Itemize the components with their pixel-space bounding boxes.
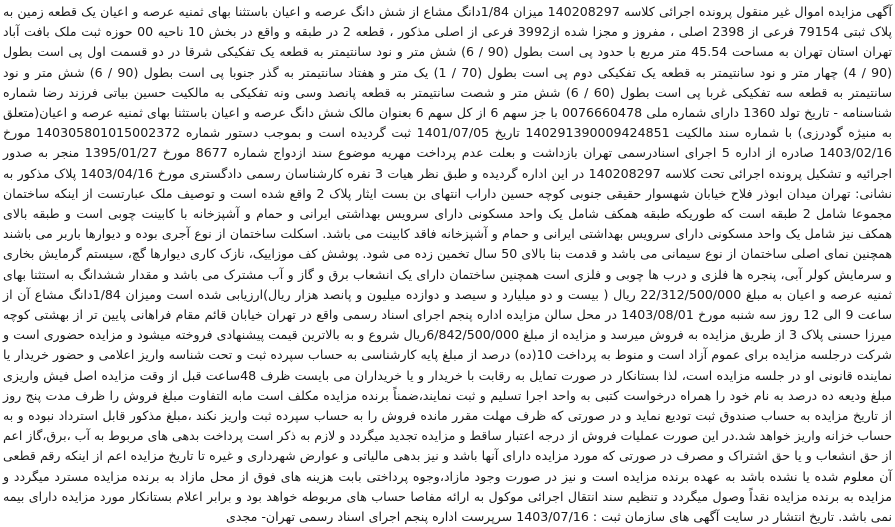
notice-body-text: آگهی مزایده اموال غیر منقول پرونده اجرائی کلاسه 140208297 میزان 1/84دانگ مشاع از شش دانگ عرصه و اعیان باستثنا بهای ثمنیه عرصه و اعیان یک قطعه زمین به پلاک ثبتی 79154 فرعی از 2398 اصلی ، مفروز و مجزا شده از3992 فرعی از اصلی مذکور ، قطعه 2 در طبقه و واقع در بخش 10 ناحیه 00 حوزه ثبت ملک بافت آباد تهران استان تهران به مساحت 45.54 متر مربع با حدود پی است بطول (90 / 6) شش متر و نود سانتیمتر به قطعه یک تفکیکی شرقا در دو قسمت اول پی است بطول (90 / 4) چهار متر و نود سانتیمتر به قطعه یک تفکیکی دوم پی است بطول (70 / 1) یک متر و هفتاد سانتیمتر به گذر جنوبا پی است بطول (90 / 6) شش متر و نود سانتیمتر به قطعه سه تفکیکی غربا پی است بطول (60 / 6) شش متر و شصت سانتیمتر به قطعه پانصد وسی ونه تفکیکی به مالکیت حسین بیاتی فرزند رضا شماره شناسنامه - تاریخ تولد 1360 دارای شماره ملی 0076660478 با جز سهم 6 از کل سهم 6 بعنوان مالک شش دانگ عرصه و اعیان باستثنا بهای ثمنیه عرصه و اعیان(متعلق به منیژه گودرزی) با شماره سند مالکیت 140291390009424851 تاریخ 1401/07/05 ثبت گردیده است و بموجب دستور شماره 140305801015002372 مورخ 1403/02/16 صادره از اداره 5 اجرای اسنادرسمی تهران بازداشت و بعلت عدم پرداخت مهریه موضوع سند ازدواج شماره 8677 مورخ 1395/01/27 منجر به صدور اجرائیه و تشکیل پرونده اجرائی تحت کلاسه 140208297 در این اداره گردیده و طبق نظر هیات 3 نفره کارشناسان رسمی دادگستری مورخ 1403/04/16 پلاک مذکور به نشانی: تهران میدان ابوذر فلاح خیابان شهسوار حقیقی جنوبی کوچه حسین داراب انتهای بن بست ایثار پلاک 2 واقع شده است و توصیف ملک عبارتست از اینکه ساختمان مجموعا شامل 2 طبقه است که طوریکه طبقه همکف شامل یک واحد مسکونی دارای سرویس بهداشتی ایرانی و حمام و آشپزخانه با کابینت چوبی است و طبقه بالای همکف نیز شامل یک واحد مسکونی دارای سرویس بهداشتی ایرانی و حمام و آشپزخانه فاقد کابینت می باشد. اسکلت ساختمان از نوع آجری بوده و دیوارها باربر می باشند همچنین نمای اصلی ساختمان از نوع سیمانی می باشد و قدمت بنا بالای 50 سال تخمین زده می شود. پوشش کف موزاییک، نازک کاری دیوارها گچ، سیستم گرمایش بخاری و سرمایش کولر آبی، پنجره ها فلزی و درب ها چوبی و فلزی است همچنین ساختمان دارای یک انشعاب برق و گاز و آب مشترک می باشد و مقدار ششدانگ به استثنا بهای ثمنیه عرصه و اعیان به مبلغ 22/312/500/000 ریال ( بیست و دو میلیارد و سیصد و دوازده میلیون و پانصد هزار ریال)ارزیابی شده است ومیزان 1/84دانگ مشاع آن از ساعت 9 الی 12 روز سه شنبه مورخ 1403/08/01 در محل سالن مزایده اداره پنجم اجرای اسناد رسمی واقع در تهران خیابان قائم مقام فراهانی پایین تر از بهشتی کوچه میرزا حسنی پلاک 3 از طریق مزایده به فروش میرسد و مزایده از مبلغ 6/842/500/000ریال شروع و به بالاترین قیمت پیشنهادی فروخته میشود و مزایده حضوری است و شرکت درجلسه مزایده برای عموم آزاد است و منوط به پرداخت 10(ده) درصد از مبلغ پایه کارشناسی به حساب سپرده ثبت و تحت شناسه واریز اعلامی و حضور خریدار یا نماینده قانونی او در جلسه مزایده است، لذا بستانکار در صورت تمایل به رقابت با خریدار و یا خریداران می بایست ظرف 48ساعت قبل از وقت مزایده اصل فیش واریزی مبلغ ودیعه ده درصد به نام خود را همراه درخواست کتبی به واحد اجرا تسلیم و ثبت نمایند،ضمناً برنده مزایده مکلف است مابه التفاوت مبلغ فروش را ظرف مدت پنج روز از تاریخ مزایده به حساب صندوق ثبت تودیع نماید و در صورتی که ظرف مهلت مقرر مانده فروش را به حساب سپرده ثبت واریز نکند ،مبلغ مذکور قابل استرداد نبوده و به حساب خزانه واریز خواهد شد.در این صورت عملیات فروش از درجه اعتبار ساقط و مزایده تجدید میگردد و لازم به ذکر است پرداخت بدهی های مربوط به آب ،برق،گاز اعم از حق انشعاب و یا حق اشتراک و مصرف در صورتی که مورد مزایده دارای آنها باشد و نیز بدهی مالیاتی و عوارض شهرداری و غیره تا تاریخ مزایده اعم از اینکه رقم قطعی آن معلوم شده یا نشده باشد به عهده برنده مزایده است و نیز در صورت وجود مازاد،وجوه پرداختی بابت هزینه های فوق از محل مازاد به برنده مزایده مسترد میگردد و مزایده به برنده مزایده نقداً وصول میگردد و تنظیم سند انتقال اجرائی موکول به ارائه مفاصا حساب های مربوطه خواهد بود و برابر اعلام بستانکار مورد مزایده دارای بیمه نمی باشد. تاریخ انتشار در سایت آگهی های سازمان ثبت : 1403/07/16 سرپرست اداره پنجم اجرای اسناد رسمی تهران- مجدی	[3, 4, 893, 525]
auction-notice	[3, 2, 893, 525]
